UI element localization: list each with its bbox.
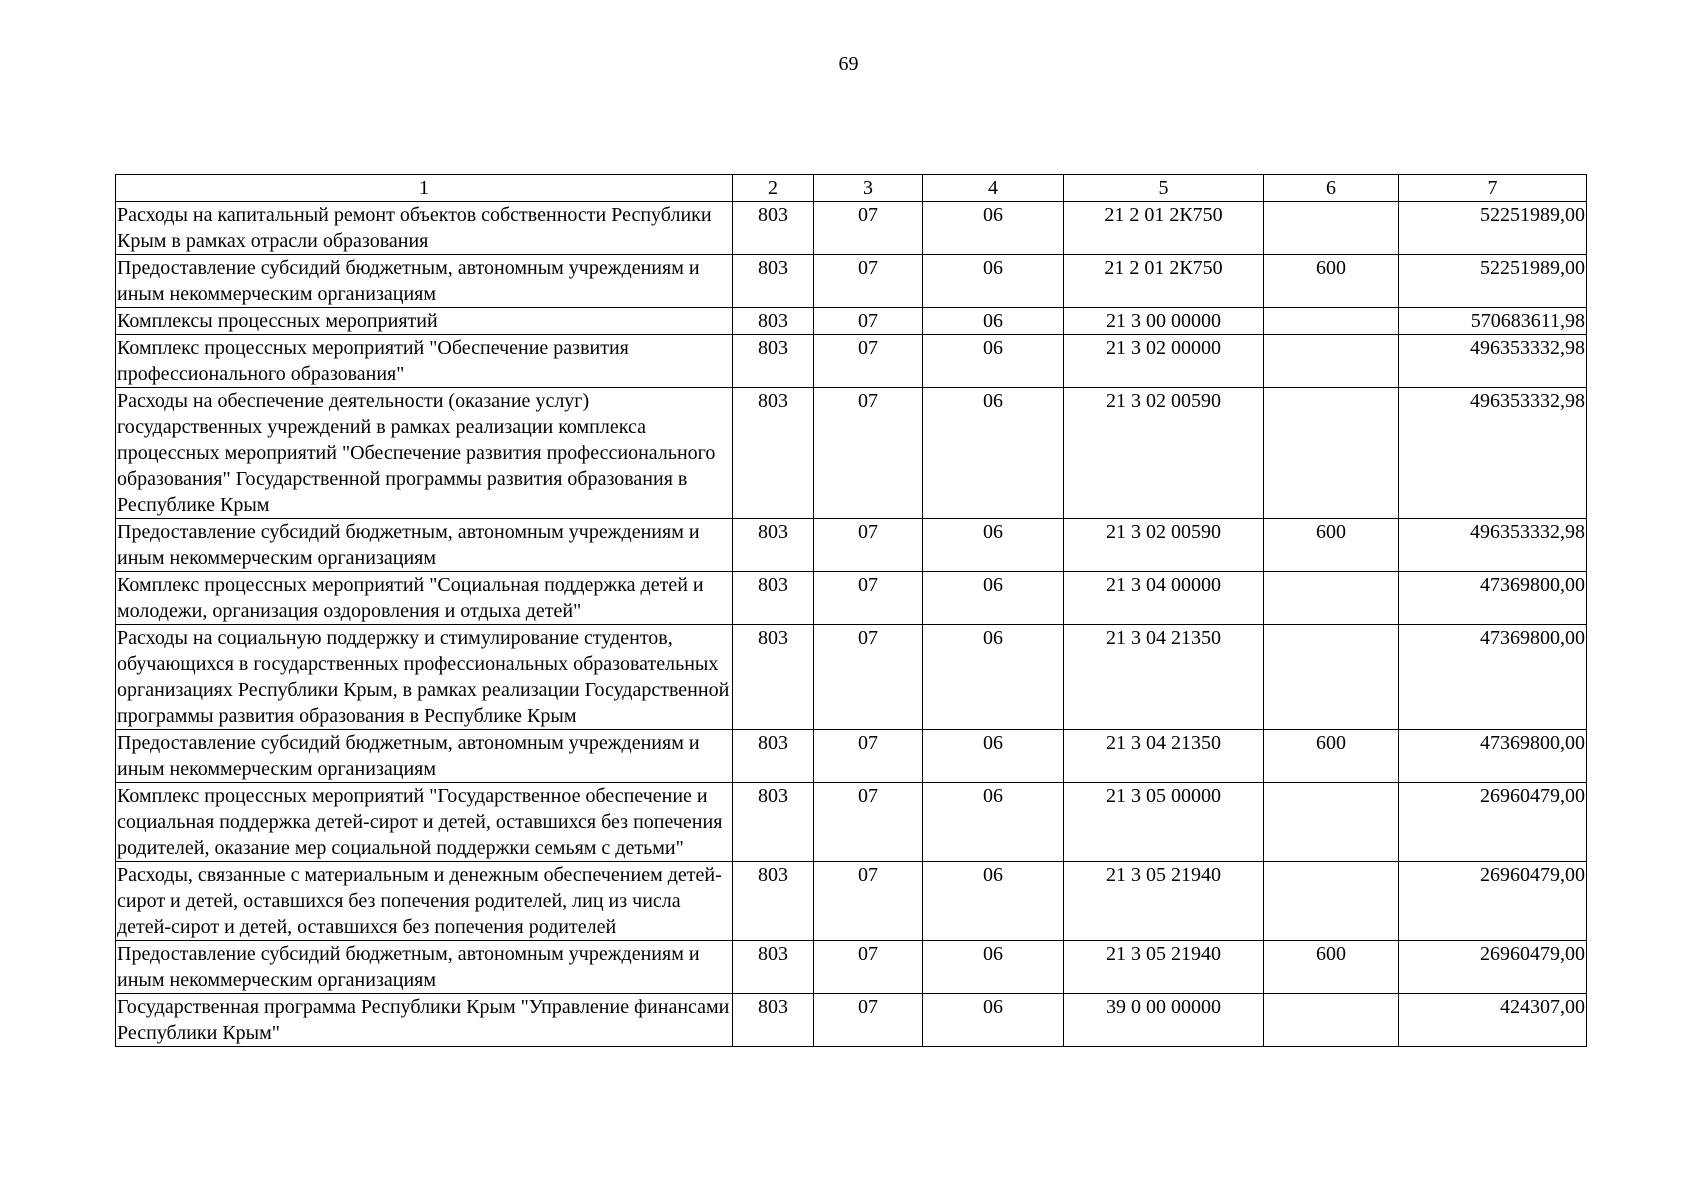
expense-name-cell: Комплексы процессных мероприятий (116, 308, 733, 335)
subsection-code-cell: 06 (923, 572, 1064, 625)
subsection-code-cell: 06 (923, 519, 1064, 572)
amount-cell: 496353332,98 (1399, 335, 1587, 388)
expense-type-cell (1264, 994, 1399, 1047)
grbs-code-cell: 803 (733, 519, 814, 572)
amount-cell: 47369800,00 (1399, 572, 1587, 625)
expense-type-cell (1264, 783, 1399, 862)
subsection-code-cell: 06 (923, 255, 1064, 308)
grbs-code-cell: 803 (733, 255, 814, 308)
expense-name-cell: Комплекс процессных мероприятий "Социальная поддержка детей и молодежи, организация оздоровления и отдыха детей" (116, 572, 733, 625)
amount-cell: 496353332,98 (1399, 519, 1587, 572)
amount-cell: 47369800,00 (1399, 625, 1587, 730)
expense-name-cell: Предоставление субсидий бюджетным, автономным учреждениям и иным некоммерческим организациям (116, 519, 733, 572)
expense-type-cell: 600 (1264, 519, 1399, 572)
target-article-cell: 21 3 05 00000 (1064, 783, 1264, 862)
expense-type-cell (1264, 308, 1399, 335)
subsection-code-cell: 06 (923, 388, 1064, 519)
subsection-code-cell: 06 (923, 730, 1064, 783)
expense-type-cell: 600 (1264, 255, 1399, 308)
amount-cell: 496353332,98 (1399, 388, 1587, 519)
subsection-code-cell: 06 (923, 862, 1064, 941)
section-code-cell: 07 (814, 730, 923, 783)
header-row (116, 175, 1587, 202)
subsection-code-cell: 06 (923, 994, 1064, 1047)
expense-type-cell (1264, 572, 1399, 625)
grbs-code-cell: 803 (733, 941, 814, 994)
grbs-code-cell: 803 (733, 730, 814, 783)
grbs-code-cell: 803 (733, 388, 814, 519)
amount-cell: 47369800,00 (1399, 730, 1587, 783)
section-code-cell: 07 (814, 308, 923, 335)
column-header: 7 (1399, 175, 1587, 202)
grbs-code-cell: 803 (733, 202, 814, 255)
grbs-code-cell: 803 (733, 994, 814, 1047)
amount-cell: 52251989,00 (1399, 255, 1587, 308)
section-code-cell: 07 (814, 519, 923, 572)
subsection-code-cell: 06 (923, 202, 1064, 255)
table-row (116, 388, 1587, 519)
section-code-cell: 07 (814, 941, 923, 994)
section-code-cell: 07 (814, 255, 923, 308)
target-article-cell: 21 3 02 00000 (1064, 335, 1264, 388)
expense-name-cell: Предоставление субсидий бюджетным, автономным учреждениям и иным некоммерческим организациям (116, 941, 733, 994)
table-row (116, 994, 1587, 1047)
amount-cell: 26960479,00 (1399, 783, 1587, 862)
target-article-cell: 21 3 04 21350 (1064, 625, 1264, 730)
target-article-cell: 21 3 05 21940 (1064, 862, 1264, 941)
expense-type-cell (1264, 335, 1399, 388)
table-row (116, 202, 1587, 255)
expense-type-cell (1264, 862, 1399, 941)
table-row (116, 572, 1587, 625)
table-row (116, 308, 1587, 335)
expense-type-cell (1264, 202, 1399, 255)
grbs-code-cell: 803 (733, 335, 814, 388)
column-header: 6 (1264, 175, 1399, 202)
section-code-cell: 07 (814, 862, 923, 941)
section-code-cell: 07 (814, 572, 923, 625)
subsection-code-cell: 06 (923, 308, 1064, 335)
column-header: 4 (923, 175, 1064, 202)
section-code-cell: 07 (814, 625, 923, 730)
table-row (116, 783, 1587, 862)
grbs-code-cell: 803 (733, 572, 814, 625)
subsection-code-cell: 06 (923, 941, 1064, 994)
subsection-code-cell: 06 (923, 783, 1064, 862)
expense-name-cell: Комплекс процессных мероприятий "Обеспечение развития профессионального образования" (116, 335, 733, 388)
column-header: 1 (116, 175, 733, 202)
column-header: 3 (814, 175, 923, 202)
amount-cell: 26960479,00 (1399, 941, 1587, 994)
section-code-cell: 07 (814, 202, 923, 255)
expense-name-cell: Комплекс процессных мероприятий "Государственное обеспечение и социальная поддержка детей-сирот и детей, оставшихся без попечения родителей, оказание мер социальной поддержки семьям с детьми" (116, 783, 733, 862)
subsection-code-cell: 06 (923, 625, 1064, 730)
amount-cell: 52251989,00 (1399, 202, 1587, 255)
page-number: 69 (838, 53, 859, 75)
expense-name-cell: Расходы на обеспечение деятельности (оказание услуг) государственных учреждений в рамках реализации комплекса процессных мероприятий "Обеспечение развития профессионального образования" Государственной программы развития образования в Республике Крым (116, 388, 733, 519)
section-code-cell: 07 (814, 783, 923, 862)
grbs-code-cell: 803 (733, 308, 814, 335)
target-article-cell: 21 3 04 21350 (1064, 730, 1264, 783)
table-row (116, 941, 1587, 994)
grbs-code-cell: 803 (733, 783, 814, 862)
target-article-cell: 39 0 00 00000 (1064, 994, 1264, 1047)
column-header: 2 (733, 175, 814, 202)
expense-name-cell: Предоставление субсидий бюджетным, автономным учреждениям и иным некоммерческим организациям (116, 730, 733, 783)
target-article-cell: 21 3 00 00000 (1064, 308, 1264, 335)
target-article-cell: 21 3 05 21940 (1064, 941, 1264, 994)
section-code-cell: 07 (814, 388, 923, 519)
subsection-code-cell: 06 (923, 335, 1064, 388)
expense-type-cell (1264, 388, 1399, 519)
target-article-cell: 21 3 02 00590 (1064, 519, 1264, 572)
target-article-cell: 21 3 04 00000 (1064, 572, 1264, 625)
expense-name-cell: Государственная программа Республики Крым "Управление финансами Республики Крым" (116, 994, 733, 1047)
amount-cell: 424307,00 (1399, 994, 1587, 1047)
table-row (116, 335, 1587, 388)
expense-name-cell: Расходы на социальную поддержку и стимулирование студентов, обучающихся в государственных профессиональных образовательных организациях Республики Крым, в рамках реализации Государственной программы развития образования в Республике Крым (116, 625, 733, 730)
expense-name-cell: Расходы, связанные с материальным и денежным обеспечением детей-сирот и детей, оставшихся без попечения родителей, лиц из числа детей-сирот и детей, оставшихся без попечения родителей (116, 862, 733, 941)
expense-type-cell: 600 (1264, 941, 1399, 994)
table-body (116, 202, 1587, 1047)
target-article-cell: 21 3 02 00590 (1064, 388, 1264, 519)
column-header: 5 (1064, 175, 1264, 202)
amount-cell: 26960479,00 (1399, 862, 1587, 941)
table-row (116, 519, 1587, 572)
expense-type-cell (1264, 625, 1399, 730)
grbs-code-cell: 803 (733, 862, 814, 941)
table-row (116, 730, 1587, 783)
section-code-cell: 07 (814, 994, 923, 1047)
table-row (116, 255, 1587, 308)
grbs-code-cell: 803 (733, 625, 814, 730)
table-row (116, 625, 1587, 730)
expense-type-cell: 600 (1264, 730, 1399, 783)
table-row (116, 862, 1587, 941)
section-code-cell: 07 (814, 335, 923, 388)
budget-table (115, 174, 1587, 1047)
amount-cell: 570683611,98 (1399, 308, 1587, 335)
expense-name-cell: Предоставление субсидий бюджетным, автономным учреждениям и иным некоммерческим организациям (116, 255, 733, 308)
target-article-cell: 21 2 01 2К750 (1064, 255, 1264, 308)
expense-name-cell: Расходы на капитальный ремонт объектов собственности Республики Крым в рамках отрасли образования (116, 202, 733, 255)
target-article-cell: 21 2 01 2К750 (1064, 202, 1264, 255)
